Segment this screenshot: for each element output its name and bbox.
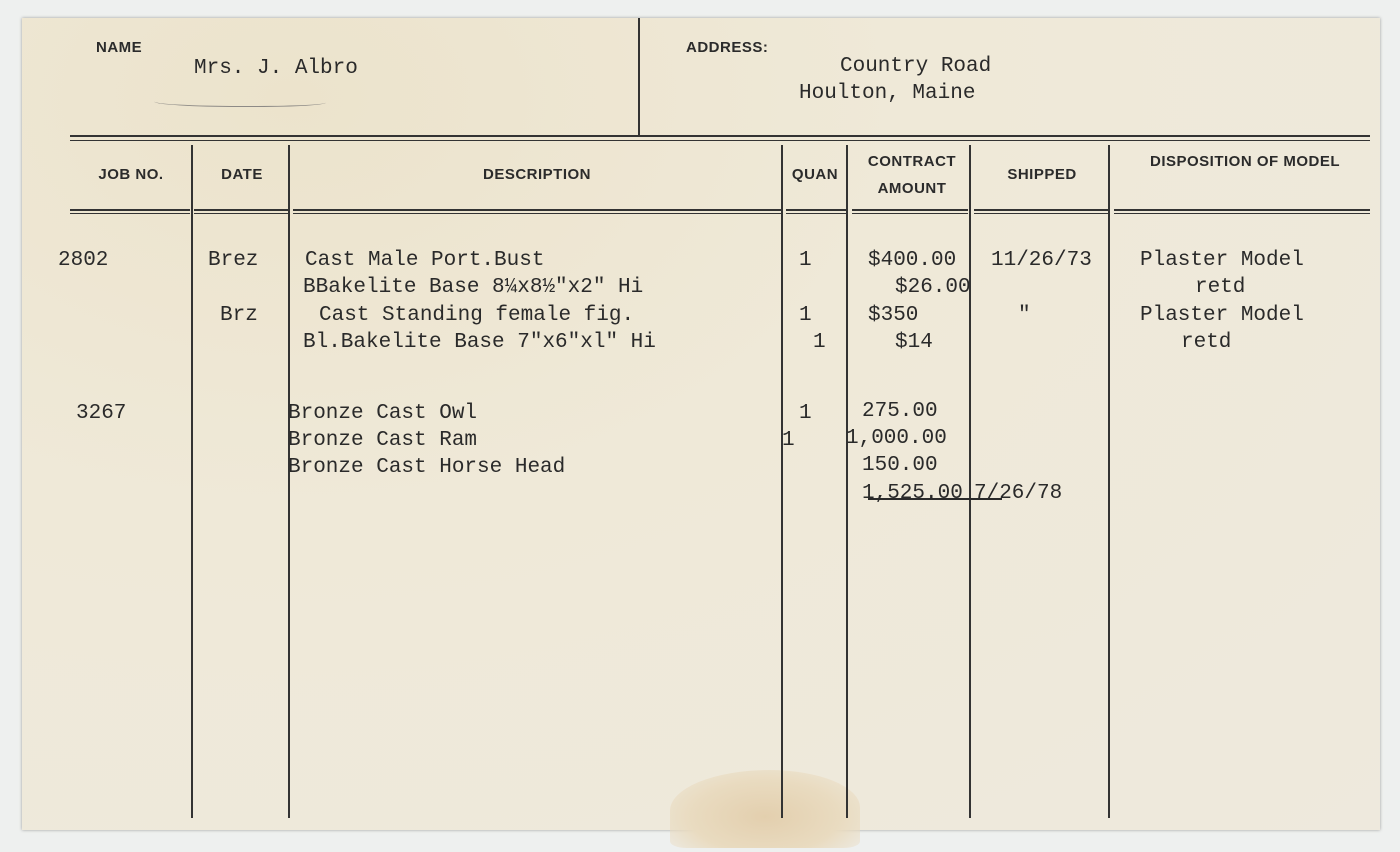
description-1: Cast Male Port.Bust: [305, 249, 545, 272]
job-number-2: 3267: [76, 402, 127, 425]
quantity-4: 1: [813, 331, 826, 354]
disposition-1: Plaster Model: [1140, 249, 1304, 272]
description-6: Bronze Cast Ram: [288, 429, 478, 452]
col-divider-2: [288, 145, 290, 818]
amount-5: 275.00: [862, 400, 938, 423]
address-label: ADDRESS:: [686, 39, 769, 56]
signature-line: [154, 96, 326, 107]
col-rule-3b: [293, 213, 781, 214]
col-shipped: SHIPPED: [1007, 166, 1077, 183]
col-rule-7b: [1114, 213, 1370, 214]
col-rule-6b: [974, 213, 1108, 214]
description-4: Bl.Bakelite Base 7"x6"xl" Hi: [303, 331, 656, 354]
col-contract-amount: CONTRACT AMOUNT: [867, 153, 957, 197]
amount-4: $14: [895, 331, 933, 354]
col-rule-5a: [852, 209, 968, 211]
quantity-1: 1: [799, 249, 812, 272]
col-divider-4: [846, 145, 848, 818]
header-divider: [638, 18, 640, 137]
col-divider-1: [191, 145, 193, 818]
col-rule-2a: [194, 209, 288, 211]
col-divider-6: [1108, 145, 1110, 818]
col-date: DATE: [221, 166, 263, 183]
job-number-1: 2802: [58, 249, 109, 272]
amount-6: 1,000.00: [846, 427, 947, 450]
col-job-no: JOB NO.: [98, 166, 164, 183]
address-line-2: Houlton, Maine: [799, 82, 976, 105]
quantity-6: 1: [782, 429, 795, 452]
col-quan: QUAN: [791, 166, 839, 183]
disposition-2: retd: [1195, 276, 1246, 299]
record-card: [22, 18, 1380, 830]
col-disposition: DISPOSITION OF MODEL: [1149, 153, 1340, 170]
stain: [670, 770, 860, 848]
shipped-3: ": [1018, 304, 1031, 327]
disposition-3: Plaster Model: [1140, 304, 1304, 327]
shipped-1: 11/26/73: [991, 249, 1092, 272]
amount-1: $400.00: [868, 249, 957, 272]
col-divider-3: [781, 145, 783, 818]
col-description: DESCRIPTION: [482, 166, 591, 183]
quantity-5: 1: [799, 402, 812, 425]
amount-total: 1,525.00: [862, 482, 963, 505]
header-rule-bottom: [70, 140, 1370, 141]
disposition-4: retd: [1181, 331, 1232, 354]
header-rule-top: [70, 135, 1370, 137]
date-3: Brz: [220, 304, 258, 327]
col-rule-6a: [974, 209, 1108, 211]
name-value: Mrs. J. Albro: [194, 57, 358, 80]
description-3: Cast Standing female fig.: [319, 304, 635, 327]
col-rule-3a: [293, 209, 781, 211]
col-rule-4a: [786, 209, 846, 211]
col-rule-4b: [786, 213, 846, 214]
col-rule-1b: [70, 213, 190, 214]
description-2: BBakelite Base 8¼x8½"x2" Hi: [303, 276, 644, 299]
shipped-total: 7/26/78: [974, 482, 1063, 505]
col-rule-2b: [194, 213, 288, 214]
amount-3: $350: [868, 304, 919, 327]
col-rule-7a: [1114, 209, 1370, 211]
quantity-3: 1: [799, 304, 812, 327]
description-5: Bronze Cast Owl: [288, 402, 478, 425]
date-1: Brez: [208, 249, 259, 272]
description-7: Bronze Cast Horse Head: [288, 456, 566, 479]
amount-2: $26.00: [895, 276, 971, 299]
name-label: NAME: [96, 39, 143, 56]
col-rule-1a: [70, 209, 190, 211]
amount-7: 150.00: [862, 454, 938, 477]
address-line-1: Country Road: [840, 55, 992, 78]
col-rule-5b: [852, 213, 968, 214]
